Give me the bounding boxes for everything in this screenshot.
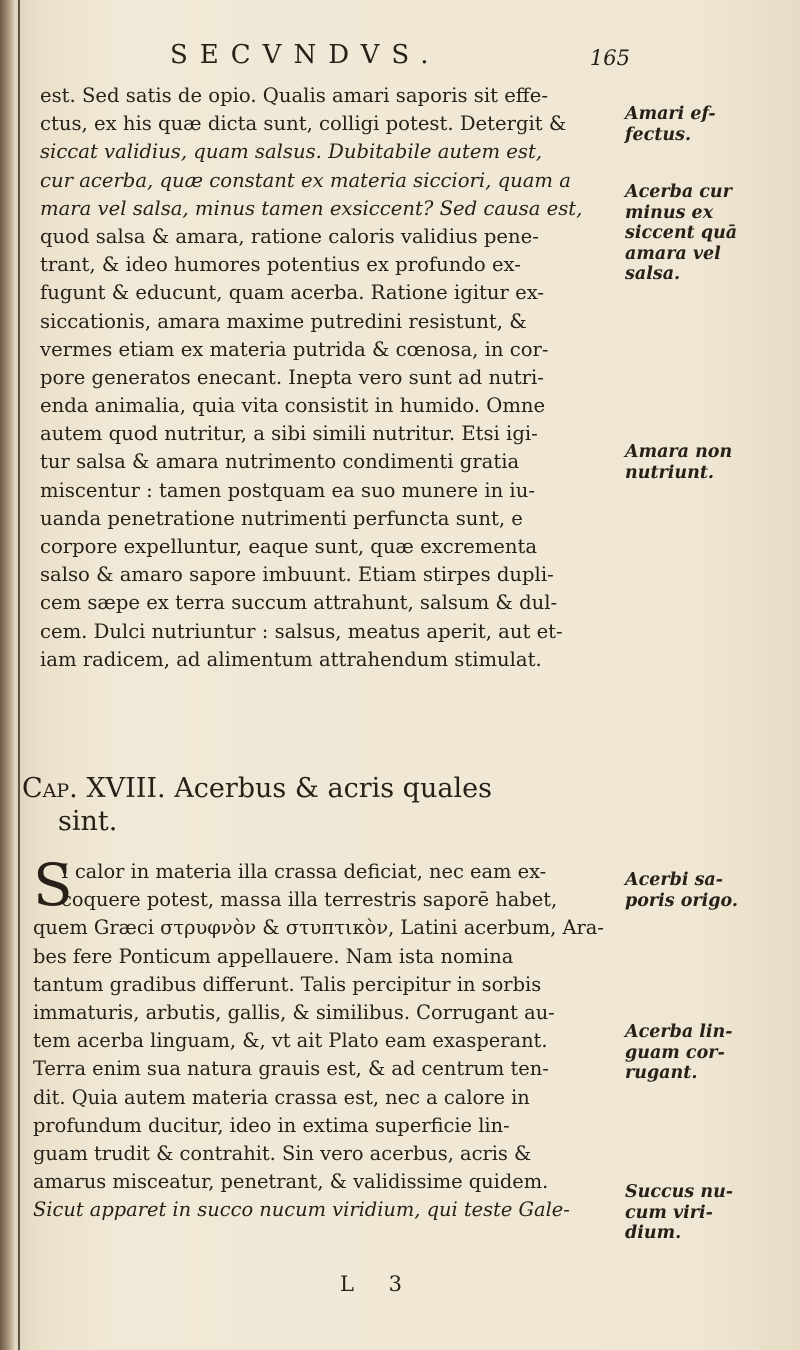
chapter-number: XVIII. — [86, 773, 166, 804]
marginal-note — [625, 1182, 795, 1244]
marginal-note-line: Amara non — [625, 442, 733, 462]
text-line: tem acerba linguam, &, vt ait Plato eam exasperant. — [33, 1029, 548, 1053]
text-line: iam radicem, ad alimentum attrahendum stimulat. — [40, 647, 542, 671]
text-line: mara vel salsa, minus tamen exsiccent? Sed causa est, — [40, 196, 583, 220]
marginal-note-line: cum viri- — [625, 1202, 713, 1223]
drop-capital: S — [33, 851, 73, 919]
marginal-note-line: guam cor- — [625, 1042, 725, 1063]
marginal-note-line: siccent quā — [625, 223, 738, 243]
text-line: guam trudit & contrahit. Sin vero acerbus, acris & — [33, 1141, 532, 1165]
text-line: bes fere Ponticum appellauere. Nam ista nomina — [33, 944, 514, 968]
marginal-note-line: amara vel — [625, 243, 721, 264]
text-line: tur salsa & amara nutrimento condimenti gratia — [40, 450, 520, 474]
marginal-note-line: Succus nu- — [625, 1182, 734, 1202]
text-line: autem quod nutritur, a sibi simili nutritur. Etsi igi- — [40, 422, 538, 446]
text-line: cur acerba, quæ constant ex materia sicciori, quam a — [40, 168, 571, 192]
gutter-rule — [18, 0, 20, 1350]
marginal-note — [625, 1022, 795, 1084]
text-line: I calor in materia illa crassa deficiat, nec eam ex- — [61, 860, 547, 883]
page-header — [170, 40, 630, 70]
marginal-note — [625, 870, 795, 911]
text-line: Terra enim sua natura grauis est, & ad centrum ten- — [33, 1057, 549, 1081]
text-line: fugunt & educunt, quam acerba. Ratione igitur ex- — [40, 281, 545, 305]
text-line: trant, & ideo humores potentius ex profundo ex- — [40, 253, 521, 277]
text-line: cem sæpe ex terra succum attrahunt, salsum & dul- — [40, 591, 558, 615]
text-line: miscentur : tamen postquam ea suo munere in iu- — [40, 478, 535, 502]
marginal-note — [625, 182, 795, 285]
binding-gutter — [0, 0, 14, 1350]
text-line: ctus, ex his quæ dicta sunt, colligi potest. Detergit & — [40, 112, 567, 136]
chapter-heading-line-1 — [22, 772, 622, 805]
chapter-heading — [22, 772, 622, 838]
text-line: pore generatos enecant. Inepta vero sunt ad nutri- — [40, 365, 544, 389]
marginal-note-line: dium. — [625, 1223, 682, 1243]
marginal-note-line: nutriunt. — [625, 462, 715, 483]
text-line: coquere potest, massa illa terrestris saporē habet, — [61, 888, 558, 912]
text-line: salso & amaro sapore imbuunt. Etiam stirpes dupli- — [40, 563, 554, 587]
text-line: dit. Quia autem materia crassa est, nec a calore in — [33, 1085, 530, 1109]
text-line: siccat validius, quam salsus. Dubitabile autem est, — [40, 140, 543, 164]
marginal-note-line: Acerbi sa- — [625, 870, 724, 890]
text-line: quod salsa & amara, ratione caloris validius pene- — [40, 224, 539, 248]
chapter-label: Cap. — [22, 773, 78, 804]
text-line: tantum gradibus differunt. Talis percipitur in sorbis — [33, 972, 542, 996]
text-line: est. Sed satis de opio. Qualis amari saporis sit effe- — [40, 84, 548, 107]
text-line: cem. Dulci nutriuntur : salsus, meatus aperit, aut et- — [40, 619, 563, 643]
chapter-title-continued: sint. — [58, 806, 118, 837]
text-line: immaturis, arbutis, gallis, & similibus. Corrugant au- — [33, 1000, 555, 1024]
text-line: Sicut apparet in succo nucum viridium, qui teste Gale- — [33, 1198, 570, 1222]
text-line: amarus misceatur, penetrant, & validissime quidem. — [33, 1170, 549, 1194]
text-line: enda animalia, quia vita consistit in humido. Omne — [40, 394, 546, 418]
marginal-note-line: rugant. — [625, 1063, 698, 1083]
marginal-note-line: fectus. — [625, 124, 692, 145]
marginal-note-line: Amari ef- — [625, 104, 716, 124]
main-text-block — [40, 82, 620, 674]
page-number: 165 — [589, 46, 630, 70]
marginal-note-line: salsa. — [625, 264, 681, 284]
marginal-note-line: Acerba lin- — [625, 1022, 733, 1042]
marginal-note — [625, 442, 795, 483]
signature-mark: L 3 — [340, 1272, 416, 1296]
chapter-text-block — [33, 851, 623, 1224]
text-line: profundum ducitur, ideo in extima superficie lin- — [33, 1113, 510, 1137]
marginal-note-line: Acerba cur — [625, 182, 732, 202]
text-line: corpore expelluntur, eaque sunt, quæ excrementa — [40, 535, 538, 558]
marginal-note — [625, 104, 795, 145]
text-line: siccationis, amara maxime putredini resistunt, & — [40, 309, 527, 333]
text-line: uanda penetratione nutrimenti perfuncta sunt, e — [40, 506, 523, 530]
text-line: vermes etiam ex materia putrida & cœnosa, in cor- — [40, 337, 549, 361]
text-line: quem Græci στρυφνὸν & στυπτικὸν, Latini acerbum, Ara- — [33, 916, 604, 940]
marginal-note-line: poris origo. — [625, 890, 738, 911]
chapter-title: Acerbus & acris quales — [174, 773, 492, 804]
marginal-note-line: minus ex — [625, 202, 714, 223]
running-head: SECVNDVS. — [170, 40, 441, 70]
